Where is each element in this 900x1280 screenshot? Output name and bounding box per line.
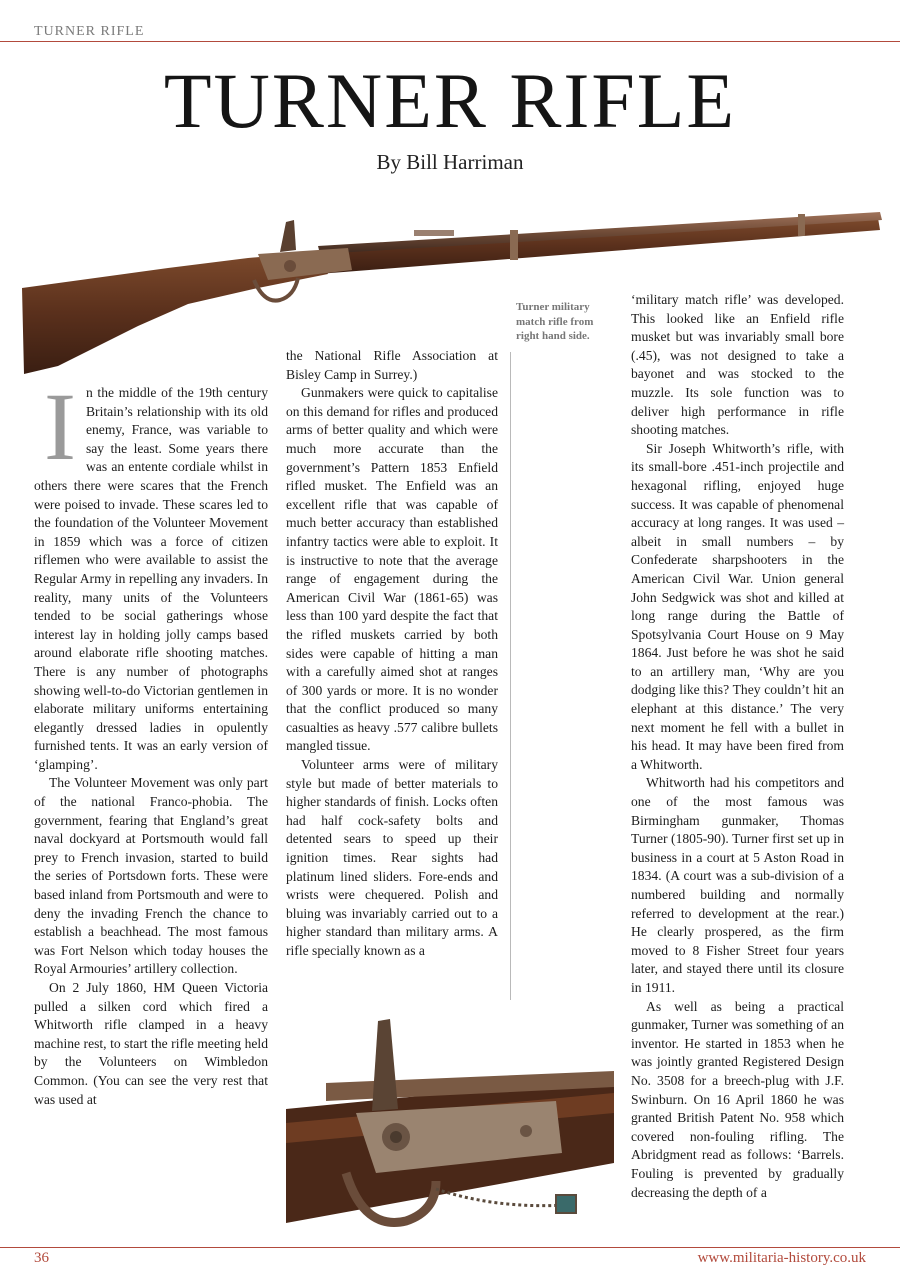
paragraph: Gunmakers were quick to capitalise on this demand for rifles and produced arms of better quality and which were much more accurate than the government’s Pattern 1853 Enfield rifled musket. The Enfield was an excellent rifle that was capable of much better accuracy than established infantry tactics were able to exploit. It is instructive to note that the average range of engagement during the American Civil War (1861-65) was less than 100 yard despite the fact that the rifled muskets carried by both sides were capable of hitting a man with a carefully aimed shot at ranges of 300 yards or more. It is no wonder that the conflict produced so many casualties as heavy .577 calibre bullets mangled tissue. xyxy=(286,385,498,754)
article-column-1 xyxy=(34,373,268,1109)
caption-rule xyxy=(510,352,511,1000)
paragraph: ‘military match rifle’ was developed. This looked like an Enfield rifle musket but was invariably small bore (.45), was not designed to take a bayonet and was stocked to the muzzle. Its sole function was to deliver high performance in rifle shooting matches. xyxy=(631,292,844,438)
article-column-2 xyxy=(286,347,498,961)
paragraph: the National Rifle Association at Bisley Camp in Surrey.) xyxy=(286,348,498,382)
running-head: TURNER RIFLE xyxy=(34,24,145,39)
website-link[interactable]: www.militaria-history.co.uk xyxy=(697,1250,866,1266)
paragraph: Whitworth had his competitors and one of the most famous was Birmingham gunmaker, Thomas Turner (1805-90). Turner first set up in business in a court at 5 Aston Road in 1834. (A court was a sub-division of a numbered building and normally referred to development at the rear.) He clearly prospered, as the firm moved to 8 Fisher Street four years later, and stayed there until its closure in 1911. xyxy=(631,775,844,995)
top-rule xyxy=(0,41,900,42)
article-column-3 xyxy=(631,291,844,1202)
byline: By Bill Harriman xyxy=(376,150,524,174)
lock-detail-photo xyxy=(286,1013,614,1235)
paragraph: In the middle of the 19th century Britain’s relationship with its old enemy, France, was variable to say the least. Some years there was an entente cordiale whilst in others there were scares that the French were poised to invade. These scares led to the foundation of the Volunteer Movement in 1859 which was a force of citizen riflemen who were available to assist the Regular Army in repelling any invaders. In reality, many units of the Volunteers tended to be social gatherings whose interest lay in holding jolly camps based around elaborate rifle shooting matches. There is any number of photographs showing well-to-do Victorian gentlemen in elaborate military uniforms entertaining elegantly dressed ladies in opulently furnished tents. It was an early version of ‘glamping’. xyxy=(34,373,268,772)
paragraph: Volunteer arms were of military style but made of better materials to higher standards of finish. Locks often had half cock-safety bolts and detented sears to speed up their ignition times. Rear sights had platinum lined sliders. Fore-ends and wrists were chequered. Polish and bluing was invariably carried out to a higher standard than military arms. A rifle specially known as a xyxy=(286,757,498,958)
paragraph: The Volunteer Movement was only part of the national Franco-phobia. The government, fearing that England’s great naval dockyard at Portsmouth would fall prey to French invasion, started to build the series of Portsdown forts. These were based inland from Portsmouth and were to deny the invading French the chance to establish a beachhead. The most famous was Fort Nelson which today houses the Royal Armouries’ artillery collection. xyxy=(34,775,268,977)
paragraph: As well as being a practical gunmaker, Turner was something of an inventor. He started in 1853 when he was jointly granted Registered Design No. 3508 for a breech-plug with J.F. Swinburn. On 16 April 1860 he was granted British Patent No. 958 which covered non-fouling rifling. The Abridgment read as follows: ‘Barrels. Fouling is prevented by gradually decreasing the depth of a xyxy=(631,998,844,1200)
drop-cap: I xyxy=(44,373,76,480)
page-number: 36 xyxy=(34,1250,49,1266)
bottom-rule xyxy=(0,1247,900,1248)
article-title: TURNER RIFLE xyxy=(163,57,737,144)
caption-rifle-side: Turner military match rifle from right hand side. xyxy=(516,301,594,342)
paragraph: Sir Joseph Whitworth’s rifle, with its small-bore .451-inch projectile and hexagonal rifling, enjoyed huge success. It was capable of phenomenal accuracy at long ranges. It was used – albeit in small numbers – by Confederate sharpshooters in the American Civil War. Union general John Sedgwick was shot and killed at long range during the Battle of Spotsylvania Court House on 9 May 1864. Just before he was shot he said to an artillery man, ‘Why are you dodging like this? They couldn’t hit an elephant at this distance.’ The very next moment he fell with a bullet in his head. It may have been fired from a Whitworth. xyxy=(631,440,844,772)
paragraph: On 2 July 1860, HM Queen Victoria pulled a silken cord which fired a Whitworth rifle clamped in a heavy machine rest, to start the rifle meeting held by the Volunteers on Wimbledon Common. (You can see the very rest that was used at xyxy=(34,980,268,1107)
